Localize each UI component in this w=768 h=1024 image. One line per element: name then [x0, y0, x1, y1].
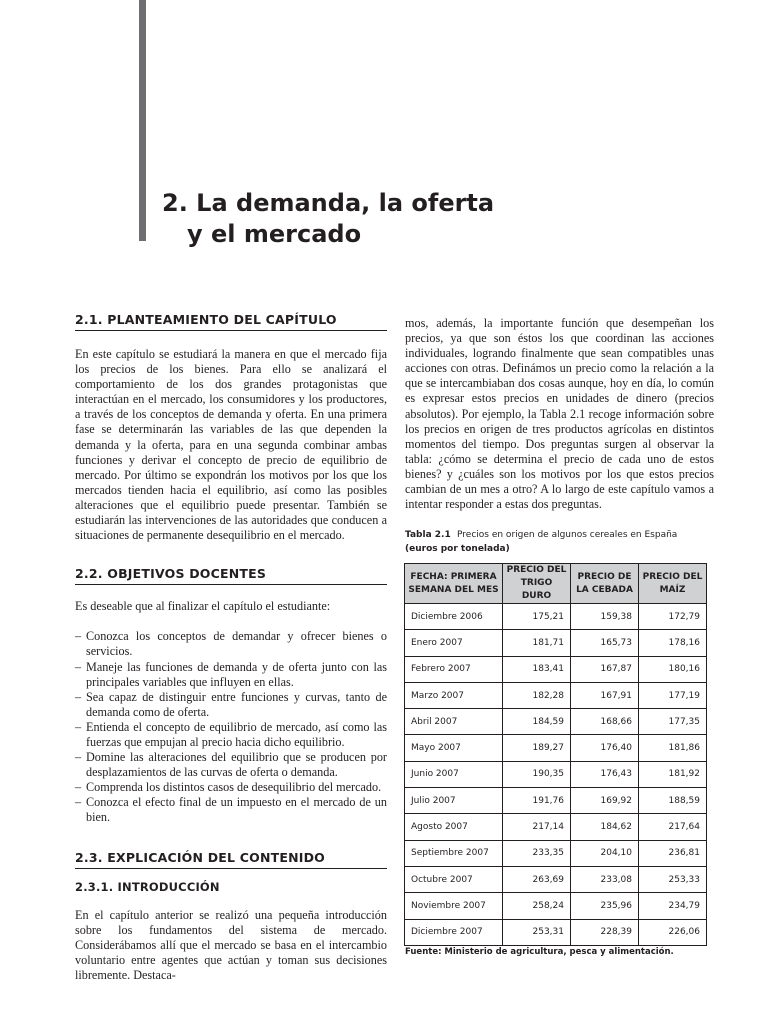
section-2-1-heading: 2.1. PLANTEAMIENTO DEL CAPÍTULO: [75, 312, 387, 331]
objective-item: – Conozca el efecto final de un impuesto en el mercado de un bien.: [75, 795, 387, 825]
cell-durum-wheat-price: 191,76: [503, 788, 571, 814]
table-header-row: [405, 564, 707, 604]
left-column: [75, 312, 387, 983]
cell-barley-price: 233,08: [571, 866, 639, 892]
cell-barley-price: 184,62: [571, 814, 639, 840]
table-row: [405, 735, 707, 761]
cell-corn-price: 236,81: [639, 840, 707, 866]
cell-date: Abril 2007: [405, 709, 503, 735]
cell-durum-wheat-price: 184,59: [503, 709, 571, 735]
cell-barley-price: 176,40: [571, 735, 639, 761]
objective-item: – Comprenda los distintos casos de desequilibrio del mercado.: [75, 780, 387, 795]
cell-durum-wheat-price: 258,24: [503, 893, 571, 919]
table-source: Fuente: Ministerio de agricultura, pesca y alimentación.: [405, 947, 674, 957]
cell-barley-price: 176,43: [571, 761, 639, 787]
table-row: [405, 919, 707, 945]
table-caption: [405, 528, 725, 556]
cell-barley-price: 165,73: [571, 630, 639, 656]
objective-item: – Domine las alteraciones del equilibrio que se producen por desplazamientos de las curvas de oferta o demanda.: [75, 750, 387, 780]
cell-date: Febrero 2007: [405, 656, 503, 682]
table-label: Tabla 2.1: [405, 530, 451, 540]
cell-date: Septiembre 2007: [405, 840, 503, 866]
section-2-3-heading: 2.3. EXPLICACIÓN DEL CONTENIDO: [75, 850, 387, 869]
cell-durum-wheat-price: 181,71: [503, 630, 571, 656]
objective-item: – Maneje las funciones de demanda y de oferta junto con las principales variables que influyen en ellas.: [75, 660, 387, 690]
cell-date: Noviembre 2007: [405, 893, 503, 919]
cell-barley-price: 167,87: [571, 656, 639, 682]
cell-corn-price: 253,33: [639, 866, 707, 892]
cell-corn-price: 188,59: [639, 788, 707, 814]
cell-corn-price: 177,35: [639, 709, 707, 735]
cell-barley-price: 228,39: [571, 919, 639, 945]
cell-date: Julio 2007: [405, 788, 503, 814]
cell-corn-price: 172,79: [639, 604, 707, 630]
cell-date: Enero 2007: [405, 630, 503, 656]
header-corn: PRECIO DEL MAÍZ: [639, 564, 707, 604]
table-row: [405, 866, 707, 892]
cell-date: Junio 2007: [405, 761, 503, 787]
table-body: [405, 604, 707, 946]
chapter-title-line-2: y el mercado: [187, 220, 362, 248]
cell-date: Diciembre 2006: [405, 604, 503, 630]
cell-durum-wheat-price: 190,35: [503, 761, 571, 787]
table-row: [405, 814, 707, 840]
chapter-title-line-1: 2. La demanda, la oferta: [162, 189, 495, 217]
cell-date: Mayo 2007: [405, 735, 503, 761]
cell-corn-price: 181,92: [639, 761, 707, 787]
cell-barley-price: 169,92: [571, 788, 639, 814]
objective-item: – Sea capaz de distinguir entre funciones y curvas, tanto de demanda como de oferta.: [75, 690, 387, 720]
cell-barley-price: 235,96: [571, 893, 639, 919]
header-durum-wheat: PRECIO DEL TRIGO DURO: [503, 564, 571, 604]
cell-corn-price: 180,16: [639, 656, 707, 682]
chapter-side-bar: [139, 0, 146, 241]
cell-durum-wheat-price: 217,14: [503, 814, 571, 840]
cell-corn-price: 177,19: [639, 682, 707, 708]
cell-corn-price: 234,79: [639, 893, 707, 919]
cereal-prices-table: [404, 563, 707, 946]
table-row: [405, 709, 707, 735]
objective-item: – Conozca los conceptos de demandar y ofrecer bienes o servicios.: [75, 629, 387, 659]
chapter-title: [162, 188, 494, 250]
cell-corn-price: 217,64: [639, 814, 707, 840]
cell-date: Agosto 2007: [405, 814, 503, 840]
cell-corn-price: 226,06: [639, 919, 707, 945]
table-unit: (euros por tonelada): [405, 544, 510, 554]
cell-durum-wheat-price: 233,35: [503, 840, 571, 866]
section-2-3-1-heading: 2.3.1. INTRODUCCIÓN: [75, 879, 220, 894]
table-row: [405, 604, 707, 630]
header-date: FECHA: PRIMERA SEMANA DEL MES: [405, 564, 503, 604]
cell-durum-wheat-price: 183,41: [503, 656, 571, 682]
cell-barley-price: 167,91: [571, 682, 639, 708]
section-2-2-heading: 2.2. OBJETIVOS DOCENTES: [75, 566, 387, 585]
cell-durum-wheat-price: 253,31: [503, 919, 571, 945]
objective-item: – Entienda el concepto de equilibrio de mercado, así como las fuerzas que empujan al precio hacia dicho equilibrio.: [75, 720, 387, 750]
cell-barley-price: 159,38: [571, 604, 639, 630]
table-row: [405, 840, 707, 866]
objectives-list: [75, 629, 387, 825]
cell-durum-wheat-price: 175,21: [503, 604, 571, 630]
table-description: Precios en origen de algunos cereales en España: [457, 530, 678, 540]
section-2-1-paragraph: En este capítulo se estudiará la manera en que el mercado fija los precios de los bienes. Para ello se analizará el comportamiento de los dos grandes protagonistas que interactúan en el mercado, los consumidores y los productores, a través de los conceptos de demanda y oferta. En una primera fase se determinarán las variables de las que dependen la demanda y la oferta, para en una segunda combinar ambas funciones y derivar el concepto de precio de equilibrio de mercado. Por último se expondrán los motivos por los que los mercados tienden hacia el equilibrio, así como las posibles alteraciones que el equilibrio puede presentar. También se estudiarán las intervenciones de las autoridades que conducen a situaciones de permanente desequilibrio en el mercado.: [75, 347, 387, 543]
cell-durum-wheat-price: 189,27: [503, 735, 571, 761]
introduction-paragraph: En el capítulo anterior se realizó una pequeña introducción sobre los fundamentos del sistema de mercado. Considerábamos allí que el mercado se basa en el intercambio voluntario entre agentes que actúan y toman sus decisiones libremente. Destaca-: [75, 907, 387, 982]
cell-barley-price: 168,66: [571, 709, 639, 735]
cell-durum-wheat-price: 182,28: [503, 682, 571, 708]
table-row: [405, 788, 707, 814]
table-row: [405, 656, 707, 682]
cell-durum-wheat-price: 263,69: [503, 866, 571, 892]
table-row: [405, 761, 707, 787]
right-column: [405, 316, 714, 512]
header-barley: PRECIO DE LA CEBADA: [571, 564, 639, 604]
introduction-paragraph-continued: mos, además, la importante función que desempeñan los precios, ya que son éstos los que coordinan las acciones individuales, logrando finalmente que sean compatibles unas acciones con otras. Definámos un precio como la relación a la que se intercambiaban dos cosas aunque, hoy en día, lo común es expresar estos precios en unidades de dinero (precios absolutos). Por ejemplo, la Tabla 2.1 recoge información sobre los precios en origen de tres productos agrícolas en distintos momentos del tiempo. Dos preguntas surgen al observar la tabla: ¿cómo se determina el precio de cada uno de estos bienes? y ¿cuáles son los motivos por los que estos precios cambian de un mes a otro? A lo largo de este capítulo vamos a intentar responder a estas dos preguntas.: [405, 316, 714, 512]
cell-corn-price: 178,16: [639, 630, 707, 656]
cell-date: Diciembre 2007: [405, 919, 503, 945]
cell-barley-price: 204,10: [571, 840, 639, 866]
objectives-intro: Es deseable que al finalizar el capítulo el estudiante:: [75, 599, 331, 614]
cell-date: Octubre 2007: [405, 866, 503, 892]
table-row: [405, 630, 707, 656]
table-row: [405, 682, 707, 708]
cell-corn-price: 181,86: [639, 735, 707, 761]
cell-date: Marzo 2007: [405, 682, 503, 708]
table-row: [405, 893, 707, 919]
